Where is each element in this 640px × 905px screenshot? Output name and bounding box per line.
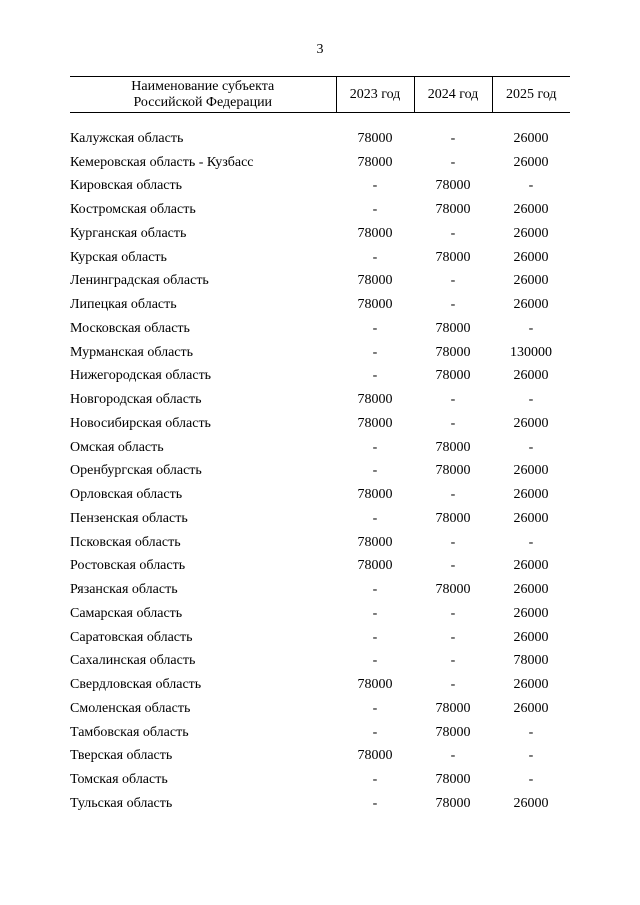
- value-2025-cell: 26000: [513, 605, 549, 621]
- table-row: [70, 246, 570, 270]
- value-2023-cell: -: [372, 344, 378, 360]
- table-row: [70, 507, 570, 531]
- subject-name-cell: Костромская область: [70, 202, 196, 218]
- value-2024-cell: 78000: [435, 178, 471, 194]
- table-row: [70, 721, 570, 745]
- subject-name-cell: Оренбургская область: [70, 463, 202, 479]
- subject-name-cell: Мурманская область: [70, 344, 194, 360]
- table-row: [70, 365, 570, 389]
- subject-name-cell: Ростовская область: [70, 558, 186, 574]
- subject-name-cell: Кировская область: [70, 178, 183, 194]
- value-2025-cell: 78000: [513, 653, 549, 669]
- value-2023-cell: -: [372, 795, 378, 811]
- value-2023-cell: -: [372, 772, 378, 788]
- subject-name-cell: Томская область: [70, 772, 168, 788]
- header-year-2024: 2024 год: [414, 77, 492, 113]
- subject-name-cell: Саратовская область: [70, 629, 193, 645]
- value-2025-cell: -: [528, 439, 534, 455]
- subject-name-cell: Сахалинская область: [70, 653, 196, 669]
- table-row: [70, 602, 570, 626]
- value-2024-cell: 78000: [435, 724, 471, 740]
- value-2024-cell: 78000: [435, 510, 471, 526]
- subject-name-cell: Тамбовская область: [70, 724, 189, 740]
- value-2025-cell: 26000: [513, 415, 549, 431]
- value-2023-cell: 78000: [357, 154, 393, 170]
- table-row: [70, 175, 570, 199]
- value-2025-cell: -: [528, 178, 534, 194]
- table-row: [70, 531, 570, 555]
- value-2025-cell: 26000: [513, 273, 549, 289]
- subject-name-cell: Орловская область: [70, 487, 183, 503]
- value-2025-cell: 26000: [513, 249, 549, 265]
- table-row: [70, 127, 570, 151]
- value-2023-cell: -: [372, 439, 378, 455]
- value-2024-cell: -: [450, 605, 456, 621]
- value-2024-cell: -: [450, 392, 456, 408]
- value-2024-cell: -: [450, 273, 456, 289]
- table-row: [70, 768, 570, 792]
- value-2023-cell: -: [372, 724, 378, 740]
- value-2024-cell: -: [450, 225, 456, 241]
- value-2023-cell: 78000: [357, 677, 393, 693]
- header-subject-line2: Российской Федерации: [133, 94, 273, 110]
- table-row: [70, 317, 570, 341]
- value-2023-cell: 78000: [357, 558, 393, 574]
- table-row: [70, 792, 570, 816]
- subject-name-cell: Тверская область: [70, 748, 173, 764]
- value-2024-cell: 78000: [435, 439, 471, 455]
- value-2025-cell: 26000: [513, 463, 549, 479]
- value-2023-cell: -: [372, 629, 378, 645]
- value-2024-cell: -: [450, 154, 456, 170]
- subject-name-cell: Смоленская область: [70, 700, 191, 716]
- value-2025-cell: -: [528, 772, 534, 788]
- value-2023-cell: -: [372, 368, 378, 384]
- value-2023-cell: 78000: [357, 273, 393, 289]
- value-2024-cell: -: [450, 487, 456, 503]
- value-2024-cell: -: [450, 415, 456, 431]
- subject-name-cell: Самарская область: [70, 605, 183, 621]
- subject-name-cell: Рязанская область: [70, 582, 178, 598]
- value-2025-cell: 26000: [513, 558, 549, 574]
- value-2024-cell: 78000: [435, 202, 471, 218]
- value-2024-cell: -: [450, 297, 456, 313]
- header-subject-name: [70, 77, 336, 113]
- value-2023-cell: 78000: [357, 392, 393, 408]
- value-2023-cell: -: [372, 178, 378, 194]
- value-2025-cell: 26000: [513, 297, 549, 313]
- value-2023-cell: -: [372, 202, 378, 218]
- subject-name-cell: Новосибирская область: [70, 415, 211, 431]
- value-2024-cell: 78000: [435, 320, 471, 336]
- subject-name-cell: Курганская область: [70, 225, 187, 241]
- value-2025-cell: -: [528, 534, 534, 550]
- value-2024-cell: -: [450, 130, 456, 146]
- table-row: [70, 483, 570, 507]
- value-2024-cell: -: [450, 558, 456, 574]
- value-2024-cell: 78000: [435, 582, 471, 598]
- subject-name-cell: Курская область: [70, 249, 167, 265]
- value-2023-cell: 78000: [357, 748, 393, 764]
- subject-name-cell: Нижегородская область: [70, 368, 212, 384]
- table-row: [70, 412, 570, 436]
- value-2023-cell: 78000: [357, 225, 393, 241]
- table-body: [70, 113, 570, 816]
- value-2025-cell: 26000: [513, 368, 549, 384]
- value-2025-cell: 26000: [513, 677, 549, 693]
- table-row: [70, 460, 570, 484]
- subject-name-cell: Кемеровская область - Кузбасс: [70, 154, 254, 170]
- value-2023-cell: 78000: [357, 297, 393, 313]
- value-2024-cell: 78000: [435, 463, 471, 479]
- value-2024-cell: -: [450, 653, 456, 669]
- value-2024-cell: -: [450, 677, 456, 693]
- subject-name-cell: Ленинградская область: [70, 273, 209, 289]
- table-row: [70, 151, 570, 175]
- table-row: [70, 341, 570, 365]
- value-2024-cell: -: [450, 629, 456, 645]
- table-row: [70, 436, 570, 460]
- table-row: [70, 270, 570, 294]
- value-2025-cell: -: [528, 724, 534, 740]
- value-2024-cell: 78000: [435, 700, 471, 716]
- subject-name-cell: Омская область: [70, 439, 164, 455]
- value-2024-cell: -: [450, 534, 456, 550]
- value-2025-cell: -: [528, 392, 534, 408]
- value-2025-cell: 26000: [513, 154, 549, 170]
- value-2025-cell: 26000: [513, 130, 549, 146]
- value-2025-cell: 26000: [513, 510, 549, 526]
- value-2025-cell: 26000: [513, 487, 549, 503]
- subject-name-cell: Московская область: [70, 320, 190, 336]
- header-year-2023: 2023 год: [336, 77, 414, 113]
- value-2024-cell: 78000: [435, 772, 471, 788]
- value-2023-cell: -: [372, 700, 378, 716]
- value-2024-cell: -: [450, 748, 456, 764]
- table-header: [70, 77, 570, 113]
- table-row: [70, 222, 570, 246]
- subject-name-cell: Пензенская область: [70, 510, 188, 526]
- table-row: [70, 555, 570, 579]
- value-2025-cell: -: [528, 320, 534, 336]
- value-2023-cell: -: [372, 605, 378, 621]
- value-2023-cell: -: [372, 582, 378, 598]
- value-2023-cell: -: [372, 653, 378, 669]
- value-2025-cell: 26000: [513, 629, 549, 645]
- table-row: [70, 198, 570, 222]
- value-2024-cell: 78000: [435, 795, 471, 811]
- subject-name-cell: Липецкая область: [70, 297, 177, 313]
- value-2023-cell: 78000: [357, 415, 393, 431]
- header-year-2025: 2025 год: [492, 77, 570, 113]
- subject-name-cell: Калужская область: [70, 130, 184, 146]
- header-subject-line1: Наименование субъекта: [131, 78, 275, 94]
- value-2023-cell: 78000: [357, 534, 393, 550]
- table-row: [70, 293, 570, 317]
- value-2023-cell: -: [372, 249, 378, 265]
- page-number: 3: [316, 42, 324, 57]
- value-2025-cell: 26000: [513, 795, 549, 811]
- value-2025-cell: 26000: [513, 225, 549, 241]
- table-row: [70, 626, 570, 650]
- value-2024-cell: 78000: [435, 249, 471, 265]
- value-2024-cell: 78000: [435, 344, 471, 360]
- table-row: [70, 745, 570, 769]
- table-row: [70, 650, 570, 674]
- table-row: [70, 388, 570, 412]
- value-2023-cell: 78000: [357, 130, 393, 146]
- allocation-table: [70, 76, 570, 816]
- value-2025-cell: -: [528, 748, 534, 764]
- subject-name-cell: Тульская область: [70, 795, 173, 811]
- value-2025-cell: 130000: [510, 344, 552, 360]
- value-2023-cell: -: [372, 510, 378, 526]
- subject-name-cell: Свердловская область: [70, 677, 202, 693]
- table-row: [70, 673, 570, 697]
- subject-name-cell: Новгородская область: [70, 392, 202, 408]
- value-2025-cell: 26000: [513, 700, 549, 716]
- value-2025-cell: 26000: [513, 582, 549, 598]
- value-2023-cell: -: [372, 320, 378, 336]
- value-2023-cell: -: [372, 463, 378, 479]
- value-2024-cell: 78000: [435, 368, 471, 384]
- table-row: [70, 697, 570, 721]
- value-2023-cell: 78000: [357, 487, 393, 503]
- subject-name-cell: Псковская область: [70, 534, 181, 550]
- table-row: [70, 578, 570, 602]
- value-2025-cell: 26000: [513, 202, 549, 218]
